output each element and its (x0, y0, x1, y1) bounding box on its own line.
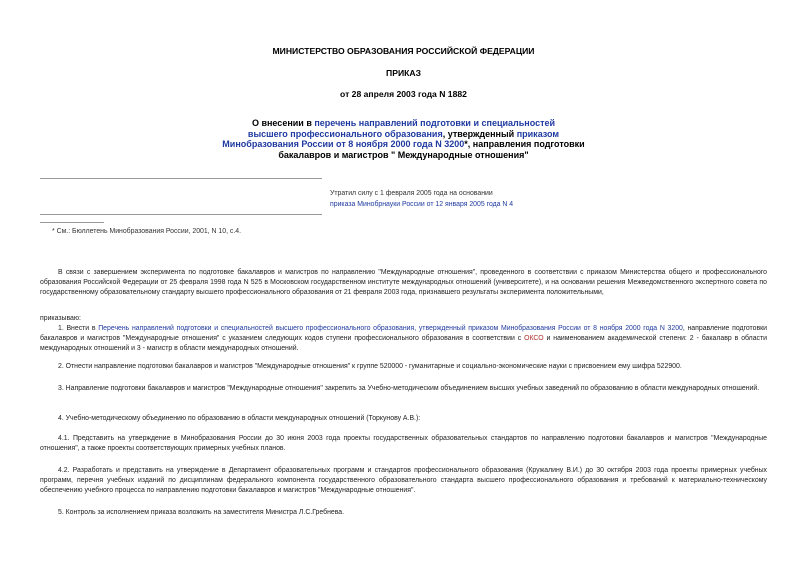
title-text-2: , утвержденный (442, 128, 517, 139)
document-type: ПРИКАЗ (386, 68, 421, 78)
footnote: * См.: Бюллетень Минобразования России, 2001, N 10, с.4. (52, 228, 242, 235)
document-date-number: от 28 апреля 2003 года N 1882 (340, 89, 467, 99)
title-link-education[interactable]: высшего профессионального образования (247, 128, 443, 139)
item-1-text-c: и наименованием академической степени: 2 - бакалавр в области международных отношений и 3 - магистр в области международных отношений. (40, 335, 767, 352)
ministry-heading: МИНИСТЕРСТВО ОБРАЗОВАНИЯ РОССИЙСКОЙ ФЕДЕРАЦИИ (272, 46, 535, 56)
item-4-2-paragraph: 4.2. Разработать и представить на утверждение в Департамент образовательных программ и стандартов профессионального образования (Кружалину В.И.) до 30 октября 2003 года проекты примерных учебных программ, перечня учебных изданий по дисциплинам федерального компонента государственного образовательного стандарта высшего профессионального образования и требований к материально-техническому обеспечению учебного процесса по направлению подготовки бакалавров и магистров "Международные отношения". (40, 467, 767, 494)
title-text-4: бакалавров и магистров " Международные отношения" (278, 149, 529, 160)
status-note (330, 190, 640, 208)
footnote-divider (40, 222, 104, 223)
item-1-text-a: 1. Внести в (58, 325, 99, 332)
item-1-okso-link[interactable]: ОКСО (524, 335, 544, 342)
title-text-3: *, направления подготовки (464, 139, 585, 149)
status-line: Утратил силу с 1 февраля 2005 года на основании (330, 190, 493, 197)
title-text-1: О внесении в (251, 118, 315, 128)
item-2-paragraph: 2. Отнести направление подготовки бакалавров и магистров "Международные отношения" к группе 520000 - гуманитарные и социально-экономические науки с присвоением ему шифра 522900. (58, 363, 682, 370)
title-link-list[interactable]: перечень направлений подготовки и специальностей (314, 118, 556, 128)
title-link-ministry-order[interactable]: Минобразования России от 8 ноября 2000 года N 3200 (222, 139, 465, 149)
item-1-text-b: , направление подготовки бакалавров и магистров "Международные отношения" с указанием следующих кодов ступени профессионального образования в соответствии с (40, 325, 767, 342)
item-5-paragraph: 5. Контроль за исполнением приказа возложить на заместителя Министра Л.С.Гребнева. (58, 509, 345, 516)
preamble-paragraph: В связи с завершением эксперимента по подготовке бакалавров и магистров по направлению "Международные отношения", проведенного в соответствии с приказом Министерства общего и профессионального образования Российской Федерации от 25 февраля 1998 года N 525 в Московском государственном институте международных отношений (университете), и на основании решения Межведомственного экспертного совета по государственному образовательному стандарту высшего профессионального образования от 21 февраля 2003 года, признавшего результаты эксперимента положительными, (40, 269, 767, 296)
item-1-paragraph (40, 324, 767, 354)
item-3-paragraph: 3. Направление подготовки бакалавров и магистров "Международные отношения" закрепить за Учебно-методическим объединением высших учебных заведений по образованию в области международных отношений. (58, 385, 760, 392)
divider-top (40, 178, 322, 179)
title-link-order[interactable]: приказом (516, 128, 560, 139)
status-link[interactable]: приказа Минобрнауки России от 12 января 2005 года N 4 (330, 201, 514, 208)
order-word: приказываю: (40, 315, 81, 322)
item-4-paragraph: 4. Учебно-методическому объединению по образованию в области международных отношений (Торкунову А.В.): (58, 415, 421, 422)
item-4-1-paragraph: 4.1. Представить на утверждение в Минобразования России до 30 июня 2003 года проекты государственных образовательных стандартов по направлению подготовки бакалавров и магистров "Международные отношения", а также проекты соответствующих примерных учебных планов. (40, 435, 767, 452)
item-1-list-link[interactable]: Перечень направлений подготовки и специальностей высшего профессионального образования, утвержденный приказом Минобразования России от 8 ноября 2000 года N 3200 (98, 325, 683, 332)
divider-middle (40, 214, 322, 215)
document-title (0, 118, 807, 160)
